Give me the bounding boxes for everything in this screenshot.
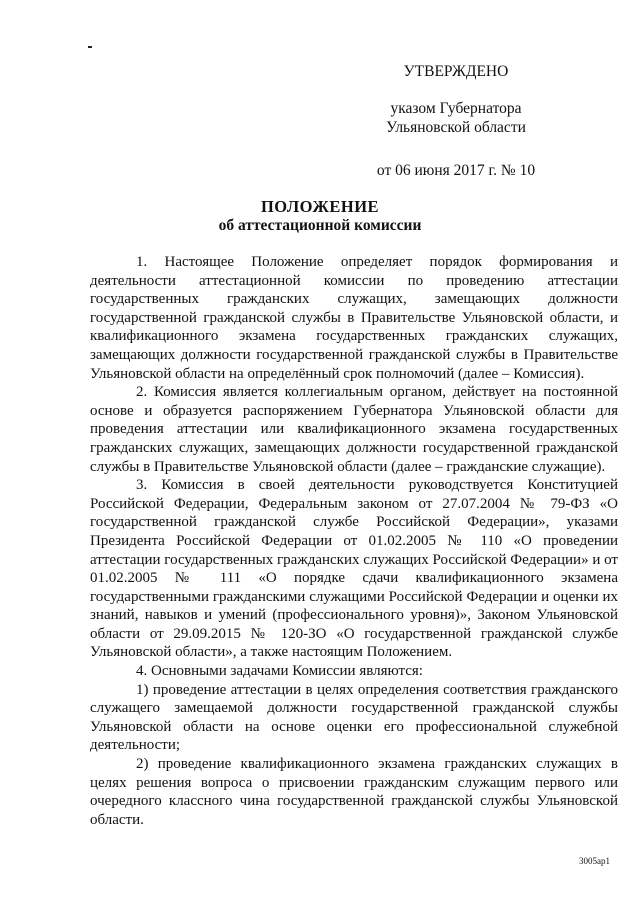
approval-stamp-block <box>346 62 566 180</box>
document-title: ПОЛОЖЕНИЕ <box>260 197 380 216</box>
paragraph-3: 3. Комиссия в своей деятельности руководствуется Конституцией Российской Федерации, Федеральным законом от 27.07.2004 № 79-ФЗ «О государственной гражданской службе Российской Федерации», указами Президента Российской Федерации от 01.02.2005 № 110 «О проведении аттестации государственных гражданских служащих Российской Федерации» и от 01.02.2005 № 111 «О порядке сдачи квалификационного экзамена государственными гражданскими служащими Российской Федерации и оценки их знаний, навыков и умений (профессионального уровня)», Законом Ульяновской области от 29.09.2015 № 120-ЗО «О государственной гражданской службе Ульяновской области», а также настоящим Положением. <box>90 477 618 661</box>
footer-code: 3005ap1 <box>579 856 610 866</box>
paragraph-4-item-2: 2) проведение квалификационного экзамена гражданских служащих в целях решения вопроса о присвоении гражданским служащим первого или очередного классного чина государственной гражданской службы Ульяновской области. <box>90 756 618 828</box>
approval-line-1: указом Губернатора <box>390 100 522 117</box>
paragraph-4: 4. Основными задачами Комиссии являются: <box>136 663 423 680</box>
approval-line-2: Ульяновской области <box>386 119 526 136</box>
paragraph-4-item-1: 1) проведение аттестации в целях определения соответствия гражданского служащего замещаемой должности государственной гражданской службы Ульяновской области на основе оценки его профессиональной служебной деятельности; <box>90 681 618 754</box>
document-body <box>90 253 618 829</box>
paragraph-1: 1. Настоящее Положение определяет порядок формирования и деятельности аттестационной комиссии по проведению аттестации государственных гражданских служащих, замещающих должности государственной гражданской службы в Правительстве Ульяновской области, и квалификационного экзамена государственных гражданских служащих, замещающих должности государственной гражданской службы в Правительстве Ульяновской области на определённый срок полномочий (далее – Комиссия). <box>90 254 618 382</box>
approval-heading: УТВЕРЖДЕНО <box>403 63 509 80</box>
document-subtitle: об аттестационной комиссии <box>218 217 422 234</box>
paragraph-2: 2. Комиссия является коллегиальным органом, действует на постоянной основе и образуется распоряжением Губернатора Ульяновской области для проведения аттестации или квалификационного экзамена государственных гражданских служащих, замещающих должности государственной гражданской службы в Правительстве Ульяновской области (далее – гражданские служащие). <box>90 384 618 475</box>
document-title-block <box>0 197 640 235</box>
approval-date: от 06 июня 2017 г. № 10 <box>376 162 536 179</box>
scan-speck <box>88 46 92 48</box>
